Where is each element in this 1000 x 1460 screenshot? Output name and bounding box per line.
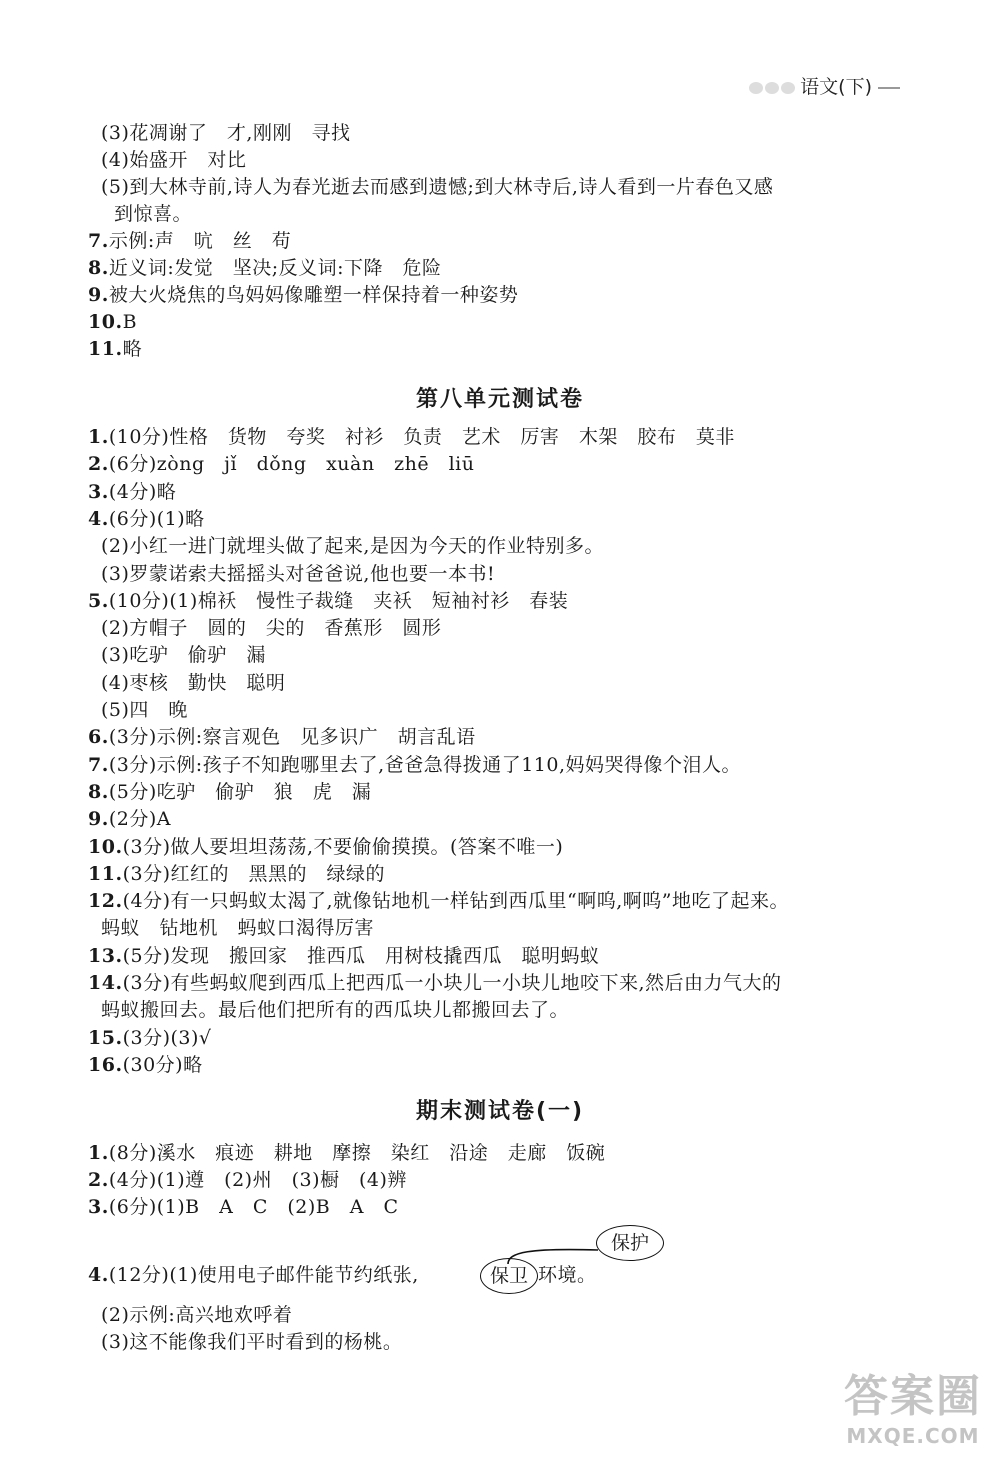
answer-text: (4)始盛开 对比	[101, 149, 247, 171]
answer-text: (3)吃驴 偷驴 漏	[101, 644, 266, 667]
answer-text: (3分)示例:孩子不知跑哪里去了,爸爸急得拨通了110,妈妈哭得像个泪人。	[108, 753, 742, 776]
question-number: 8.	[88, 780, 109, 803]
question-number: 3.	[88, 1196, 109, 1218]
answer-line	[101, 533, 604, 560]
answer-line	[88, 588, 568, 615]
subject-label: 语文(下)	[800, 76, 872, 98]
q4-suffix: 环境。	[538, 1264, 597, 1286]
answer-line	[101, 1329, 402, 1356]
answer-line	[101, 120, 350, 147]
unit8-title: 第八单元测试卷	[415, 387, 584, 412]
question-number: 11.	[88, 862, 123, 885]
answer-line	[88, 228, 291, 255]
circled-word-old: 保卫	[480, 1258, 538, 1294]
question-number: 4.	[88, 507, 109, 530]
question-number: 16.	[88, 1053, 123, 1076]
publisher-logo-icon	[748, 79, 798, 97]
answer-line	[88, 451, 474, 478]
answer-text: (2)方帽子 圆的 尖的 香蕉形 圆形	[101, 617, 442, 640]
answer-text: 蚂蚁搬回去。最后他们把所有的西瓜块儿都搬回去了。	[101, 999, 570, 1022]
answer-line	[101, 1302, 292, 1329]
answer-text: (3分)有些蚂蚁爬到西瓜上把西瓜一小块儿一小块儿地咬下来,然后由力气大的	[122, 972, 782, 994]
answer-line	[88, 806, 171, 833]
answer-text: (3)花凋谢了 才,刚刚 寻找	[101, 122, 351, 144]
q4-num: 4.	[88, 1264, 109, 1286]
answer-line	[88, 1194, 399, 1221]
question-number: 14.	[88, 972, 123, 994]
answer-text: (3分)(3)√	[122, 1026, 212, 1049]
answer-line	[101, 697, 188, 724]
answer-line	[88, 336, 142, 363]
page-header	[748, 72, 900, 99]
answer-line	[88, 506, 205, 533]
question-number: 1.	[88, 426, 109, 448]
answer-text: (10分)(1)棉袄 慢性子裁缝 夹袄 短袖衬衫 春装	[108, 589, 569, 612]
correction-arrow-icon	[500, 1232, 610, 1268]
answer-text: 近义词:发觉 坚决;反义词:下降 危险	[108, 257, 442, 279]
answer-line	[101, 915, 374, 942]
question-number: 9.	[88, 284, 109, 306]
header-rule	[878, 87, 900, 89]
answer-text: B	[122, 311, 138, 333]
final1-title: 期末测试卷(一)	[415, 1099, 585, 1124]
q4-prefix: (12分)(1)使用电子邮件能节约纸张,	[108, 1264, 419, 1286]
answer-line	[88, 282, 518, 309]
answer-text: (8分)溪水 痕迹 耕地 摩擦 染红 沿途 走廊 饭碗	[108, 1142, 606, 1164]
answer-line	[88, 424, 735, 451]
answer-line	[101, 615, 441, 642]
answer-line	[101, 561, 495, 588]
question-number: 1.	[88, 1142, 109, 1164]
answer-line	[101, 997, 569, 1024]
q4-line	[88, 1262, 419, 1289]
answer-line	[101, 147, 246, 174]
answer-line	[88, 861, 385, 888]
answer-line	[101, 642, 266, 669]
answer-text: (6分)zòng jǐ dǒng xuàn zhē liū	[108, 453, 475, 476]
answer-text: 蚂蚁 钻地机 蚂蚁口渴得厉害	[101, 917, 375, 940]
answer-line	[88, 943, 599, 970]
answer-text: (3分)做人要坦坦荡荡,不要偷偷摸摸。(答案不唯一)	[122, 835, 564, 858]
question-number: 15.	[88, 1026, 123, 1049]
answer-line	[101, 670, 285, 697]
answer-line	[88, 1140, 605, 1167]
answer-text: 示例:声 吭 丝 苟	[108, 230, 292, 252]
answer-text: (2分)A	[108, 808, 171, 831]
answer-line	[88, 834, 563, 861]
answer-text: 到惊喜。	[114, 203, 193, 225]
answer-text: 略	[122, 338, 143, 360]
answer-line	[88, 970, 782, 997]
question-number: 10.	[88, 311, 123, 333]
answer-text: (2)小红一进门就埋头做了起来,是因为今天的作业特别多。	[101, 535, 604, 558]
answer-text: (3)罗蒙诺索夫摇摇头对爸爸说,他也要一本书!	[101, 562, 496, 585]
answer-text: (4分)有一只蚂蚁太渴了,就像钻地机一样钻到西瓜里“啊呜,啊呜”地吃了起来。	[122, 890, 789, 913]
answer-text: (2)示例:高兴地欢呼着	[101, 1304, 293, 1326]
question-number: 2.	[88, 453, 109, 476]
answer-line	[88, 309, 137, 336]
answer-line	[88, 724, 476, 751]
question-number: 12.	[88, 890, 123, 913]
answer-text: (5分)发现 搬回家 推西瓜 用树枝撬西瓜 聪明蚂蚁	[122, 944, 600, 967]
answer-text: (3)这不能像我们平时看到的杨桃。	[101, 1331, 403, 1353]
answer-text: (5)四 晚	[101, 699, 188, 721]
question-number: 10.	[88, 835, 123, 858]
question-number: 8.	[88, 257, 109, 279]
question-number: 2.	[88, 1169, 109, 1191]
watermark-url: MXQE.COM	[846, 1424, 980, 1448]
answer-text: 被大火烧焦的鸟妈妈像雕塑一样保持着一种姿势	[108, 284, 519, 306]
answer-line	[88, 888, 789, 915]
question-number: 6.	[88, 726, 109, 749]
question-number: 13.	[88, 944, 123, 967]
answer-line	[114, 201, 192, 228]
answer-text: (5分)吃驴 偷驴 狼 虎 漏	[108, 780, 372, 803]
answer-line	[88, 1025, 212, 1052]
answer-line	[88, 1052, 203, 1079]
watermark-main: 答案圈	[844, 1371, 982, 1422]
question-number: 5.	[88, 589, 109, 612]
answer-line	[88, 1167, 407, 1194]
answer-text: (30分)略	[122, 1053, 203, 1076]
answer-text: (6分)(1)B A C (2)B A C	[108, 1196, 399, 1218]
answer-text: (5)到大林寺前,诗人为春光逝去而感到遗憾;到大林寺后,诗人看到一片春色又感	[101, 176, 774, 198]
question-number: 7.	[88, 230, 109, 252]
answer-text: (4)枣核 勤快 聪明	[101, 671, 286, 694]
answer-text: (6分)(1)略	[108, 507, 205, 530]
answer-line	[88, 752, 741, 779]
watermark	[844, 1360, 982, 1448]
question-number: 11.	[88, 338, 123, 360]
answer-text: (3分)示例:察言观色 见多识广 胡言乱语	[108, 726, 476, 749]
answer-line	[88, 779, 371, 806]
answer-line	[88, 479, 176, 506]
answer-text: (4分)略	[108, 480, 177, 503]
question-number: 7.	[88, 753, 109, 776]
answer-text: (3分)红红的 黑黑的 绿绿的	[122, 862, 385, 885]
circled-word-new: 保护	[596, 1225, 664, 1261]
answer-line	[101, 174, 773, 201]
answer-text: (10分)性格 货物 夸奖 衬衫 负责 艺术 厉害 木架 胶布 莫非	[108, 426, 735, 448]
question-number: 9.	[88, 808, 109, 831]
answer-line	[88, 255, 442, 282]
question-number: 3.	[88, 480, 109, 503]
answer-text: (4分)(1)遵 (2)州 (3)橱 (4)辨	[108, 1169, 407, 1191]
